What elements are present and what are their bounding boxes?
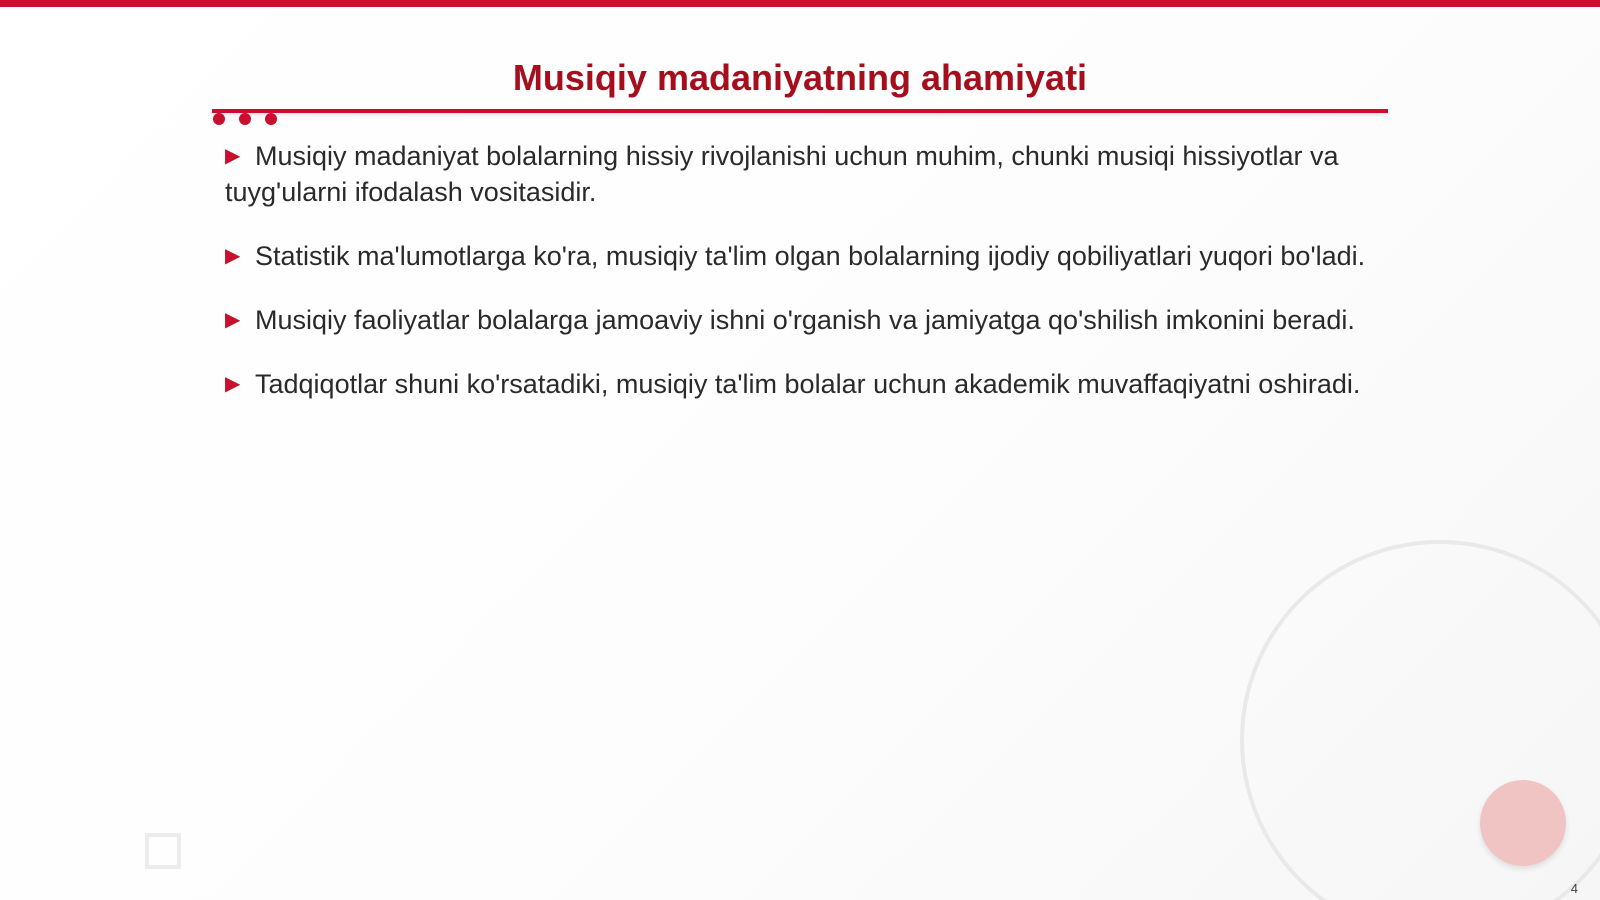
- decorative-circle: [1480, 780, 1566, 866]
- decorative-dot: [239, 113, 251, 125]
- triangle-bullet-icon: ▶: [225, 245, 241, 267]
- bullet-text: Tadqiqotlar shuni ko'rsatadiki, musiqiy ta'lim bolalar uchun akademik muvaffaqiyatni oshiradi.: [255, 369, 1361, 399]
- slide-title: Musiqiy madaniyatning ahamiyati: [512, 57, 1088, 98]
- triangle-bullet-icon: ▶: [225, 373, 241, 395]
- bullet-item: [225, 238, 1375, 274]
- decorative-dot: [213, 113, 225, 125]
- bullet-text: Statistik ma'lumotlarga ko'ra, musiqiy ta'lim olgan bolalarning ijodiy qobiliyatlari yuqori bo'ladi.: [255, 241, 1366, 271]
- bullet-item: [225, 302, 1375, 338]
- page-number: 4: [1570, 881, 1578, 896]
- decorative-square: [145, 833, 181, 869]
- bullet-item: [225, 138, 1375, 210]
- bullet-text: Musiqiy madaniyat bolalarning hissiy rivojlanishi uchun muhim, chunki musiqi hissiyotlar va tuyg'ularni ifodalash vositasidir.: [225, 141, 1339, 207]
- decorative-dot: [265, 113, 277, 125]
- title-underline: [212, 109, 1388, 113]
- bullet-item: [225, 366, 1375, 402]
- top-accent-bar: [0, 0, 1600, 7]
- bullet-list: [225, 138, 1375, 430]
- triangle-bullet-icon: ▶: [225, 309, 241, 331]
- triangle-bullet-icon: ▶: [225, 145, 241, 167]
- bullet-text: Musiqiy faoliyatlar bolalarga jamoaviy ishni o'rganish va jamiyatga qo'shilish imkonini beradi.: [255, 305, 1355, 335]
